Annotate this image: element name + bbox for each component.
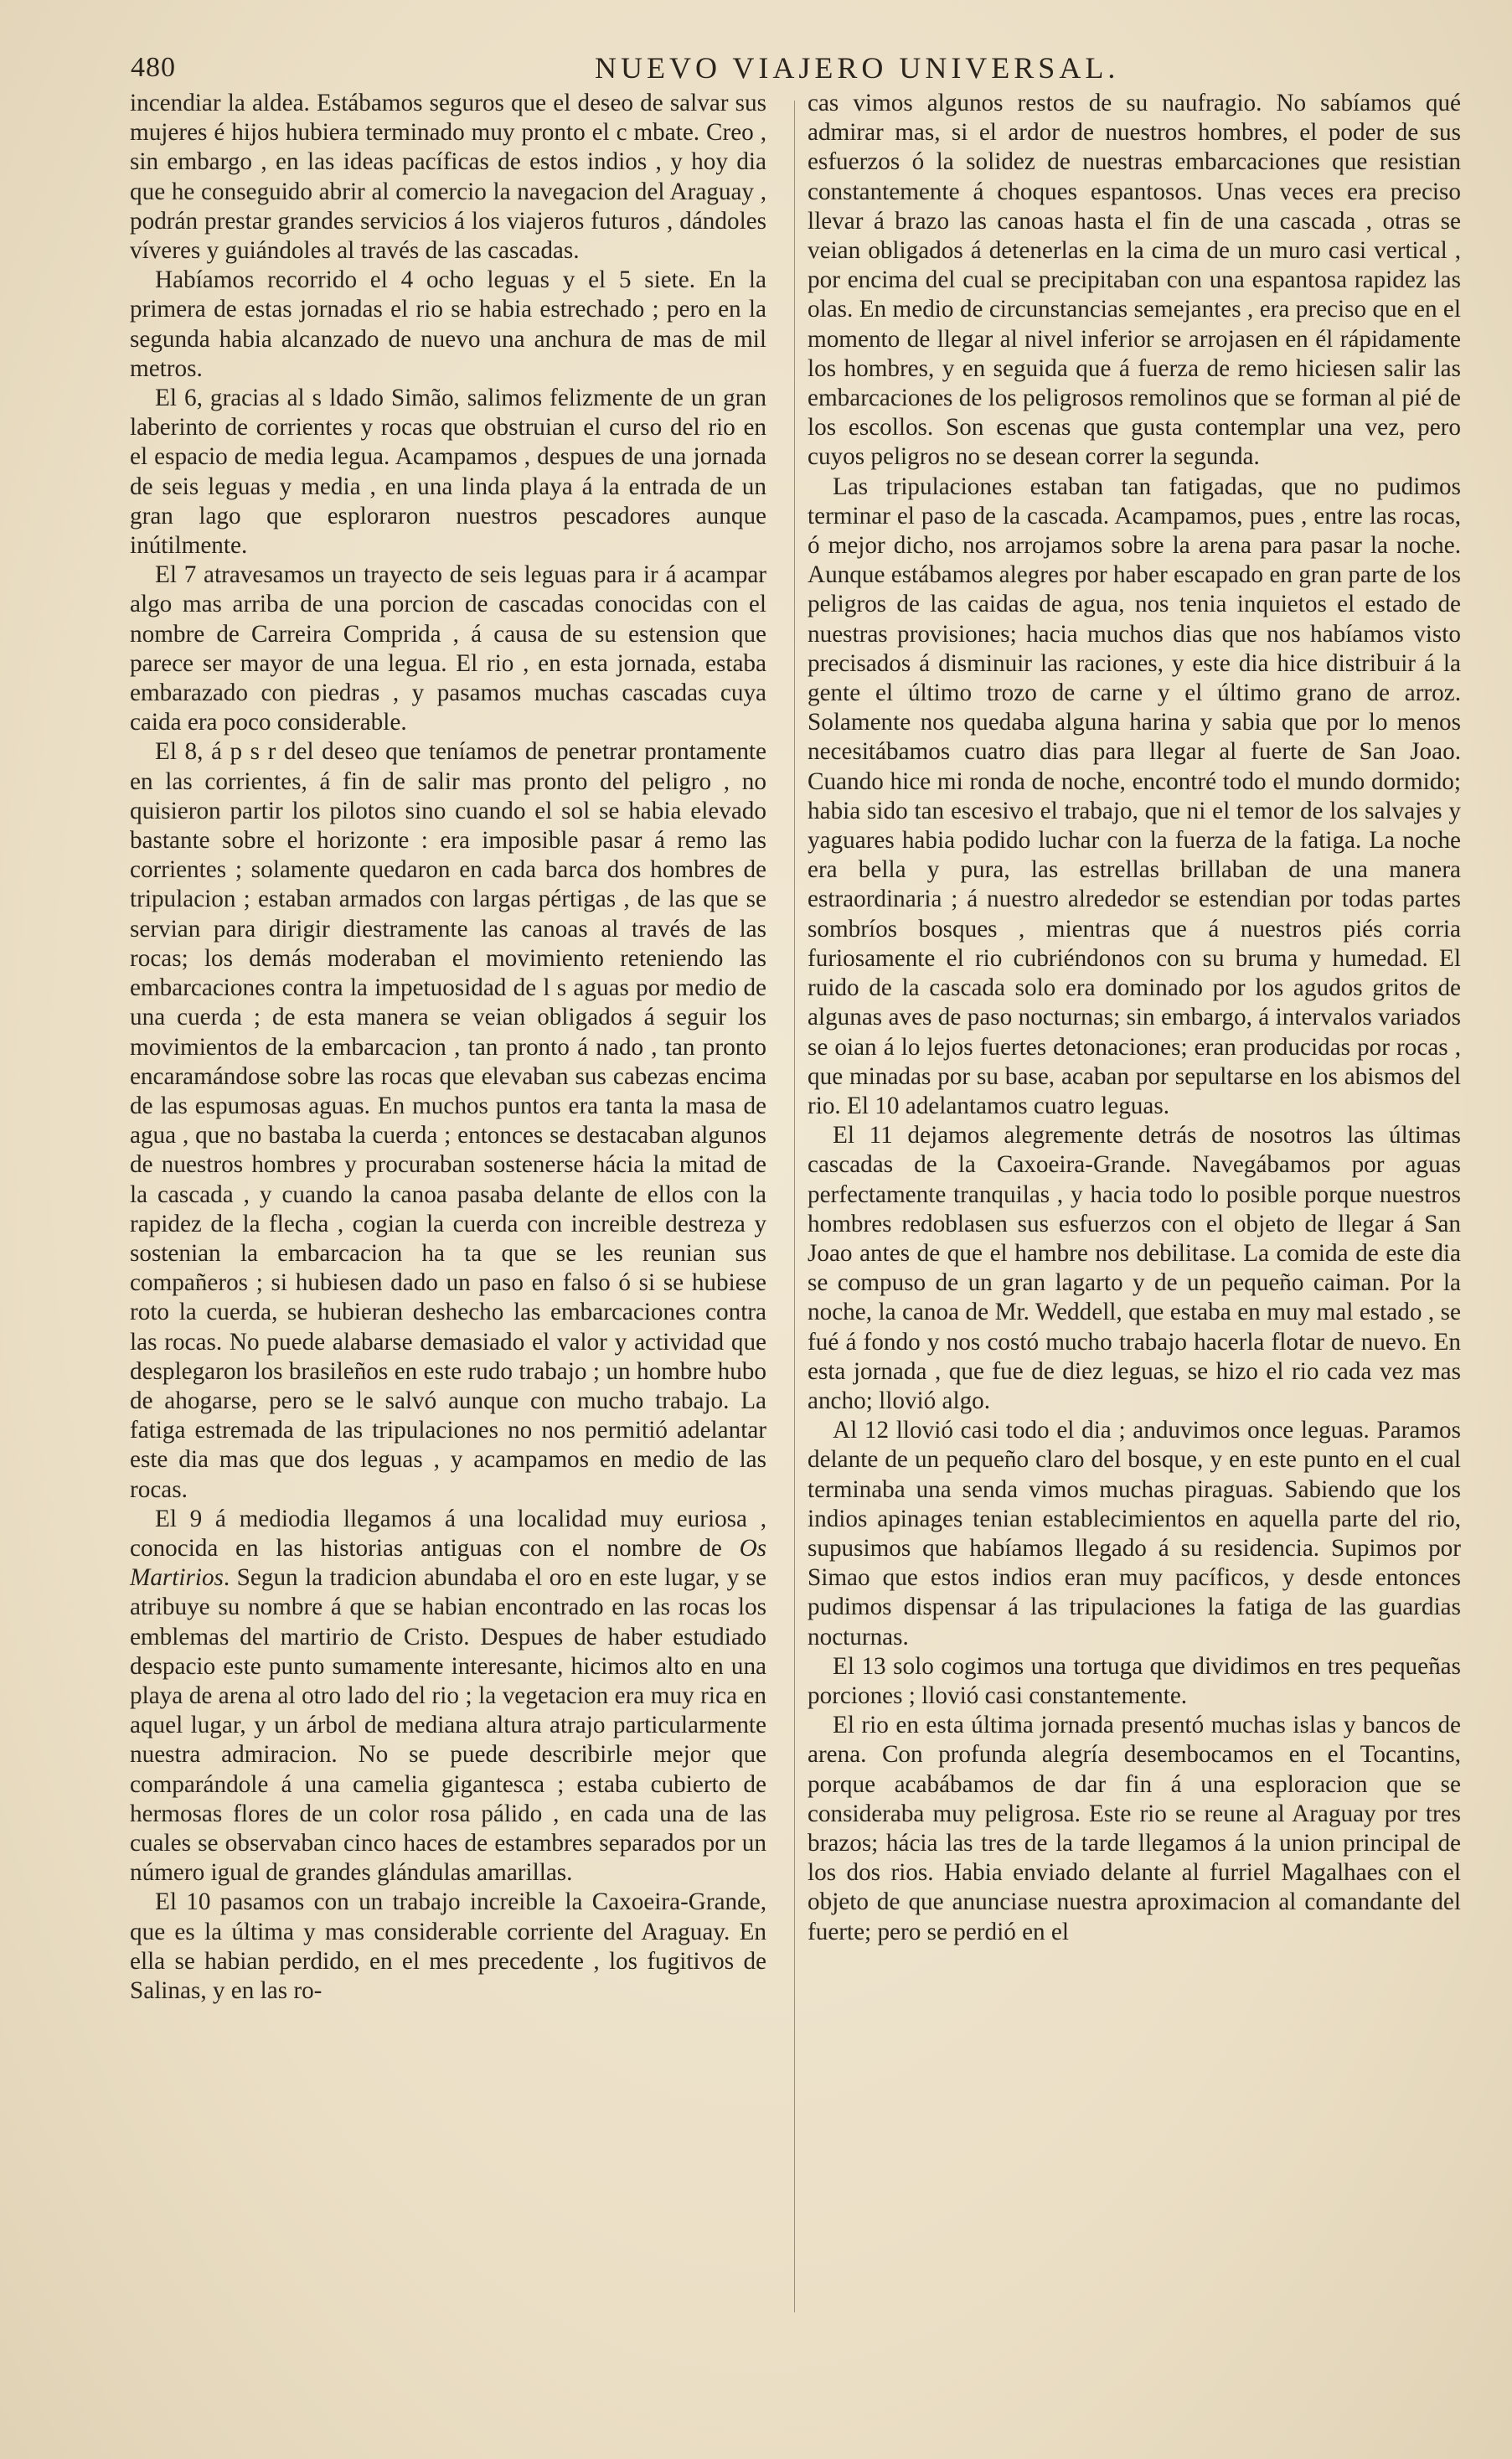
place-name-italic: Os Martirios [130, 1534, 766, 1592]
paragraph: cas vimos algunos restos de su naufragio. No sabíamos qué admirar mas, si el ardor de nuestros hombres, el poder de sus esfuerzos ó la solidez de nuestras embarcaciones que resistian constantemente á choques espantosos. Unas veces era preciso llevar á brazo las canoas hasta el fin de una cascada , otras se veian obligados á detenerlas en la cima de un muro casi vertical , por encima del cual se precipitaban con una espantosa rapidez las olas. En medio de circunstancias semejantes , era preciso que en el momento de llegar al nivel inferior se arrojasen en él rápidamente los hombres, y en seguida que á fuerza de remo hiciesen salir las embarcaciones de los peligrosos remolinos que se forman al pié de los escollos. Son escenas que gusta contemplar una vez, pero cuyos peligros no se desean correr la segunda. [808, 90, 1461, 471]
right-column [808, 89, 1461, 1947]
running-title: NUEVO VIAJERO UNIVERSAL. [595, 51, 1120, 85]
paragraph: Habíamos recorrido el 4 ocho leguas y el 5 siete. En la primera de estas jornadas el rio se habia estrechado ; pero en la segunda habia alcanzado de nuevo una anchura de mas de mil metros. [130, 266, 766, 382]
paragraph: incendiar la aldea. Estábamos seguros que el deseo de salvar sus mujeres é hijos hubiera terminado muy pronto el c mbate. Creo , sin embargo , en las ideas pacíficas de estos indios , y hoy dia que he conseguido abrir al comercio la navegacion del Araguay , podrán prestar grandes servicios á los viajeros futuros , dándoles víveres y guiándoles al través de las cascadas. [130, 90, 766, 265]
paragraph-martirios [130, 1505, 766, 1888]
paragraph: Al 12 llovió casi todo el dia ; anduvimos once leguas. Paramos delante de un pequeño claro del bosque, y en este punto en el cual terminaba una senda vimos muchas piraguas. Sabiendo que los indios apinages tenian establecimientos en aquella parte del rio, supusimos que habíamos llegado á su residencia. Supimos por Simao que estos indios eran muy pacíficos, y desde entonces pudimos dispensar á las tripulaciones la fatiga de las guardias nocturnas. [808, 1417, 1461, 1651]
paragraph-text: El 9 á mediodia llegamos á una localidad muy euriosa , conocida en las historias antiguas con el nombre de [130, 1505, 766, 1562]
paragraph: El 8, á p s r del deseo que teníamos de penetrar prontamente en las corrientes, á fin de salir mas pronto del peligro , no quisieron partir los pilotos sino cuando el sol se habia elevado bastante sobre el horizonte : era imposible pasar á remo las corrientes ; solamente quedaron en cada barca dos hombres de tripulacion ; estaban armados con largas pértigas , de las que se servian para dirigir diestramente las canoas al través de las rocas; los demás moderaban el movimiento reteniendo las embarcaciones contra la impetuosidad de l s aguas por medio de una cuerda ; de esta manera se veian obligados á seguir los movimientos de la embarcacion , tan pronto á nado , tan pronto encaramándose sobre las rocas que elevaban sus cabezas encima de las espumosas aguas. En muchos puntos era tanta la masa de agua , que no bastaba la cuerda ; entonces se destacaban algunos de nuestros hombres y procuraban sostenerse hácia la mitad de la cascada , y cuando la canoa pasaba delante de ellos con la rapidez de la flecha , cogian la cuerda con increible destreza y sostenian la embarcacion ha ta que se les reunian sus compañeros ; si hubiesen dado un paso en falso ó si se hubiese roto la cuerda, se hubieran deshecho las embarcaciones contra las rocas. No puede alabarse demasiado el valor y actividad que desplegaron los brasileños en este rudo trabajo ; un hombre hubo de ahogarse, pero se le salvó aunque con mucho trabajo. La fatiga estremada de las tripulaciones no nos permitió adelantar este dia mas que dos leguas , y acampamos en medio de las rocas. [130, 738, 766, 1503]
paragraph: El 10 pasamos con un trabajo increible la Caxoeira-Grande, que es la última y mas considerable corriente del Araguay. En ella se habian perdido, en el mes precedente , los fugitivos de Salinas, y en las ro- [130, 1888, 766, 2004]
paragraph: Las tripulaciones estaban tan fatigadas, que no pudimos terminar el paso de la cascada. Acampamos, pues , entre las rocas, ó mejor dicho, nos arrojamos sobre la arena para pasar la noche. Aunque estábamos alegres por haber escapado en gran parte de los peligros de las caidas de agua, nos tenia inquietos el estado de nuestras provisiones; hacia muchos dias que nos habíamos visto precisados á disminuir las raciones, y este dia hice distribuir á la gente el último trozo de carne y el último grano de arroz. Solamente nos quedaba alguna harina y sabia que por lo menos necesitábamos cuatro dias para llegar al fuerte de San Joao. Cuando hice mi ronda de noche, encontré todo el mundo dormido; habia sido tan escesivo el trabajo, que ni el temor de los salvajes y yaguares habia podido luchar con la fuerza de la fatiga. La noche era bella y pura, las estrellas brillaban de una manera estraordinaria ; á nuestro alrededor se estendian por todas partes sombríos bosques , mientras que á nuestros piés corria furiosamente el rio cubriéndonos con su bruma y humedad. El ruido de la cascada solo era dominado por los agudos gritos de algunas aves de paso nocturnas; sin embargo, á intervalos variados se oian á lo lejos fuertes detonaciones; eran producidas por rocas , que minadas por su base, acaban por sepultarse en los abismos del rio. El 10 adelantamos cuatro leguas. [808, 473, 1461, 1119]
paragraph: El rio en esta última jornada presentó muchas islas y bancos de arena. Con profunda alegría desembocamos en el Tocantins, porque acabábamos de dar fin á una esploracion que se consideraba muy peligrosa. Este rio se reune al Araguay por tres brazos; hácia las tres de la tarde llegamos á la union principal de los dos rios. Habia enviado delante al furriel Magalhaes con el objeto de que anunciase nuestra aproximacion al comandante del fuerte; pero se perdió en el [808, 1712, 1461, 1945]
page-header [126, 49, 1466, 89]
paragraph: El 6, gracias al s ldado Simão, salimos felizmente de un gran laberinto de corrientes y rocas que obstruian el curso del rio en el espacio de media legua. Acampamos , despues de una jornada de seis leguas y media , en una linda playa á la entrada de un gran lago que esploraron nuestros pescadores aunque inútilmente. [130, 385, 766, 560]
column-divider [794, 101, 795, 2312]
paragraph: El 11 dejamos alegremente detrás de nosotros las últimas cascadas de la Caxoeira-Grande. Navegábamos por aguas perfectamente tranquilas , y hacia todo lo posible porque nuestros hombres redoblasen sus esfuerzos con el objeto de llegar á San Joao antes de que el hambre nos debilitase. La comida de este dia se compuso de un gran lagarto y de un pequeño caiman. Por la noche, la canoa de Mr. Weddell, que estaba en muy mal estado , se fué á fondo y nos costó mucho trabajo hacerla flotar de nuevo. En esta jornada , que fue de diez leguas, se hizo el rio cada vez mas ancho; llovió algo. [808, 1122, 1461, 1414]
paragraph: El 7 atravesamos un trayecto de seis leguas para ir á acampar algo mas arriba de una porcion de cascadas conocidas con el nombre de Carreira Comprida , á causa de su estension que parece ser mayor de una legua. El rio , en esta jornada, estaba embarazado con piedras , y pasamos muchas cascadas cuya caida era poco considerable. [130, 561, 766, 736]
page-number: 480 [131, 52, 176, 83]
paragraph: El 13 solo cogimos una tortuga que dividimos en tres pequeñas porciones ; llovió casi constantemente. [808, 1652, 1461, 1709]
paragraph-text: . Segun la tradicion abundaba el oro en este lugar, y se atribuye su nombre á que se habian encontrado en las rocas los emblemas del martirio de Cristo. Despues de haber estudiado despacio este punto sumamente interesante, hicimos alto en una playa de arena al otro lado del rio ; la vegetacion era muy rica en aquel lugar, y un árbol de mediana altura atrajo particularmente nuestra admiracion. No se puede describirle mejor que comparándole á una camelia gigantesca ; estaba cubierto de hermosas flores de un color rosa pálido , en cada una de las cuales se observaban cinco haces de estambres separados por un número igual de grandes glándulas amarillas. [130, 1564, 766, 1887]
left-column [130, 89, 766, 2006]
